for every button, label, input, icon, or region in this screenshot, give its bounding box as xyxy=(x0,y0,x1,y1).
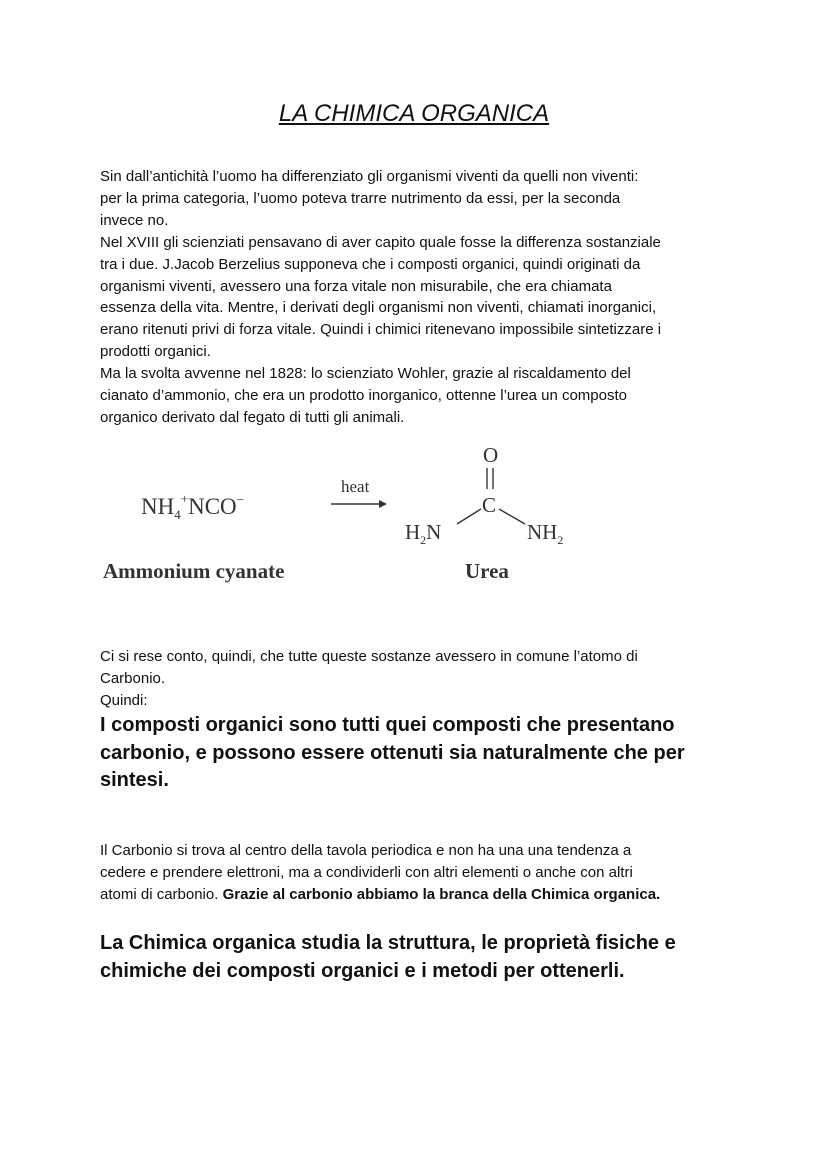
double-bond xyxy=(487,468,493,489)
page-title: LA CHIMICA ORGANICA xyxy=(278,100,550,127)
reactant-formula: $NH_4^+NCO^-$ xyxy=(141,491,244,522)
text-line: cianato d’ammonio, che era un prodotto inorganico, ottenne l’urea un composto xyxy=(100,387,627,405)
text-line: essenza della vita. Mentre, i derivati degli organismi non viventi, chiamati inorganici, xyxy=(100,299,657,317)
carbon-atom: C xyxy=(482,493,497,517)
amine-right: $NH_2$ xyxy=(527,520,564,547)
oxygen-atom: O xyxy=(483,443,499,467)
carbon-paragraph xyxy=(100,646,740,712)
conclusion-statement xyxy=(100,930,740,985)
text-line: invece no. xyxy=(100,211,169,229)
product-name: Urea xyxy=(465,559,509,583)
text-line: chimiche dei composti organici e i metodi per ottenerli. xyxy=(100,959,625,982)
text-line: Il Carbonio si trova al centro della tavola periodica e non ha una una tendenza a xyxy=(100,842,632,859)
text-line: I composti organici sono tutti quei composti che presentano xyxy=(100,714,675,736)
text-line: sintesi. xyxy=(100,769,169,791)
text-line: La Chimica organica studia la struttura, le proprietà fisiche e xyxy=(100,932,676,954)
bond-right xyxy=(499,509,525,524)
text-line: Ci si rese conto, quindi, che tutte queste sostanze avessero in comune l’atomo di xyxy=(100,648,638,665)
emphasis-text: Grazie al carbonio abbiamo la branca della Chimica organica. xyxy=(222,885,661,903)
reaction-figure xyxy=(95,432,595,592)
definition-statement xyxy=(100,712,740,795)
bond-left xyxy=(457,509,481,524)
reaction-arrow xyxy=(331,500,387,508)
text-line: carbonio, e possono essere ottenuti sia naturalmente che per xyxy=(100,741,685,764)
text-line: organico derivato dal fegato di tutti gli animali. xyxy=(100,408,405,426)
text-line: Quindi: xyxy=(100,691,148,709)
periodic-table-paragraph xyxy=(100,840,740,906)
text-line: erano ritenuti privi di forza vitale. Quindi i chimici ritenevano impossibile sintetizzare i xyxy=(100,321,662,339)
intro-paragraph xyxy=(100,166,740,429)
text-line: Nel XVIII gli scienziati pensavano di aver capito quale fosse la differenza sostanziale xyxy=(100,233,661,251)
text-line: per la prima categoria, l’uomo poteva trarre nutrimento da essi, per la seconda xyxy=(100,189,621,207)
text-line: tra i due. J.Jacob Berzelius supponeva che i composti organici, quindi originati da xyxy=(100,255,641,273)
reactant-name: Ammonium cyanate xyxy=(103,559,285,583)
text-line: Ma la svolta avvenne nel 1828: lo scienziato Wohler, grazie al riscaldamento del xyxy=(100,365,631,383)
text-line: cedere e prendere elettroni, ma a condividerli con altri elementi o anche con altri xyxy=(100,863,633,881)
amine-left: $H_2N$ xyxy=(405,520,442,547)
text-line: Sin dall’antichità l’uomo ha differenziato gli organismi viventi da quelli non viventi: xyxy=(100,168,639,185)
text-line: atomi di carbonio. Grazie al carbonio abbiamo la branca della Chimica organica. xyxy=(100,885,661,903)
arrow-label: heat xyxy=(341,477,370,496)
text-line: prodotti organici. xyxy=(100,343,211,361)
text-line: organismi viventi, avessero una forza vitale non misurabile, che era chiamata xyxy=(100,277,612,295)
text-line: Carbonio. xyxy=(100,669,166,687)
